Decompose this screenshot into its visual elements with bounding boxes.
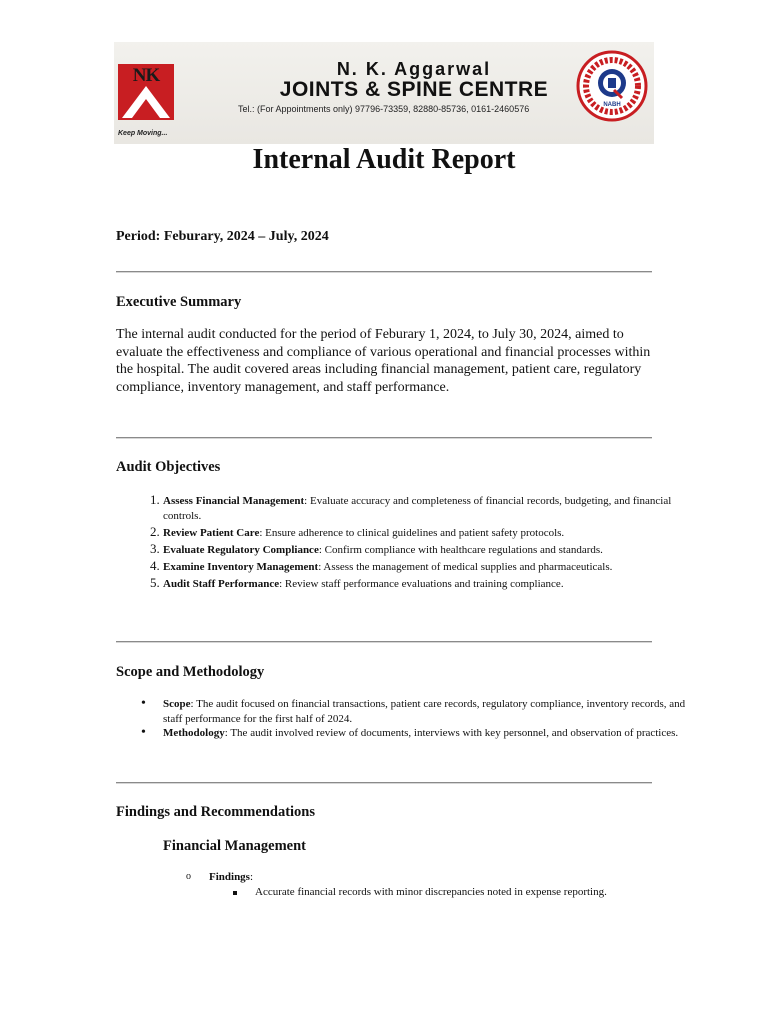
letterhead bbox=[114, 42, 654, 144]
divider bbox=[116, 782, 652, 784]
list-item bbox=[163, 697, 699, 726]
findings-label-suffix: : bbox=[249, 871, 254, 883]
report-title: Internal Audit Report bbox=[252, 144, 516, 175]
nk-logo bbox=[118, 64, 174, 120]
audit-objectives-heading: Audit Objectives bbox=[116, 459, 221, 475]
logo-tagline: Keep Moving... bbox=[118, 130, 168, 137]
list-item bbox=[163, 492, 699, 524]
scope-title: Scope bbox=[163, 698, 191, 710]
circle-bullet-icon: o bbox=[186, 871, 191, 882]
scope-methodology-heading: Scope and Methodology bbox=[116, 664, 265, 680]
financial-management-heading: Financial Management bbox=[163, 838, 306, 854]
list-item bbox=[163, 575, 699, 592]
telephone-line: Tel.: (For Appointments only) 97796-73359, 82880-85736, 0161-2460576 bbox=[238, 104, 530, 114]
centre-name: JOINTS & SPINE CENTRE bbox=[279, 78, 549, 101]
objective-title: Review Patient Care bbox=[163, 527, 260, 539]
badge-text: NABH bbox=[603, 102, 621, 108]
report-period: Period: Feburary, 2024 – July, 2024 bbox=[116, 229, 329, 244]
executive-summary-heading: Executive Summary bbox=[116, 294, 242, 310]
objective-title: Examine Inventory Management bbox=[163, 561, 319, 573]
list-item bbox=[163, 541, 699, 558]
list-item bbox=[163, 726, 699, 741]
list-item bbox=[163, 524, 699, 541]
findings-label: Findings bbox=[209, 871, 250, 883]
objectives-list bbox=[116, 492, 699, 592]
divider bbox=[116, 271, 652, 273]
executive-summary-text: The internal audit conducted for the period of Feburary 1, 2024, to July 30, 2024, aimed to evaluate the effectiveness and compliance of various operational and financial processes within the hospital. The audit covered areas including financial management, patient care, regulatory compliance, inventory management, and staff performance. bbox=[116, 327, 651, 395]
doctor-name: N. K. Aggarwal bbox=[336, 59, 492, 79]
objective-title: Evaluate Regulatory Compliance bbox=[163, 544, 319, 556]
divider bbox=[116, 437, 652, 439]
logo-text: NK bbox=[132, 65, 160, 86]
scope-list bbox=[116, 697, 699, 741]
objective-text: : Ensure adherence to clinical guidelines and patient safety protocols. bbox=[259, 527, 565, 539]
square-bullet-icon bbox=[233, 891, 237, 895]
finding-text: Accurate financial records with minor discrepancies noted in expense reporting. bbox=[255, 886, 607, 898]
finding-detail bbox=[255, 885, 635, 900]
nabh-badge-icon bbox=[576, 50, 648, 122]
objective-title: Audit Staff Performance bbox=[163, 578, 280, 590]
objective-text: : Review staff performance evaluations and training compliance. bbox=[279, 578, 564, 590]
objective-text: : Evaluate accuracy and completeness of financial records, budgeting, and financial controls. bbox=[163, 495, 672, 522]
findings-heading: Findings and Recommendations bbox=[116, 804, 316, 820]
scope-text: : The audit focused on financial transactions, patient care records, regulatory compliance, inventory records, and staff performance for the first half of 2024. bbox=[163, 698, 686, 725]
objective-title: Assess Financial Management bbox=[163, 495, 305, 507]
logo-chevron-icon bbox=[118, 84, 174, 120]
divider bbox=[116, 641, 652, 643]
objective-text: : Confirm compliance with healthcare regulations and standards. bbox=[318, 544, 603, 556]
list-item bbox=[163, 558, 699, 575]
scope-text: : The audit involved review of documents, interviews with key personnel, and observation of practices. bbox=[224, 727, 679, 739]
scope-title: Methodology bbox=[163, 727, 225, 739]
objective-text: : Assess the management of medical supplies and pharmaceuticals. bbox=[318, 561, 613, 573]
